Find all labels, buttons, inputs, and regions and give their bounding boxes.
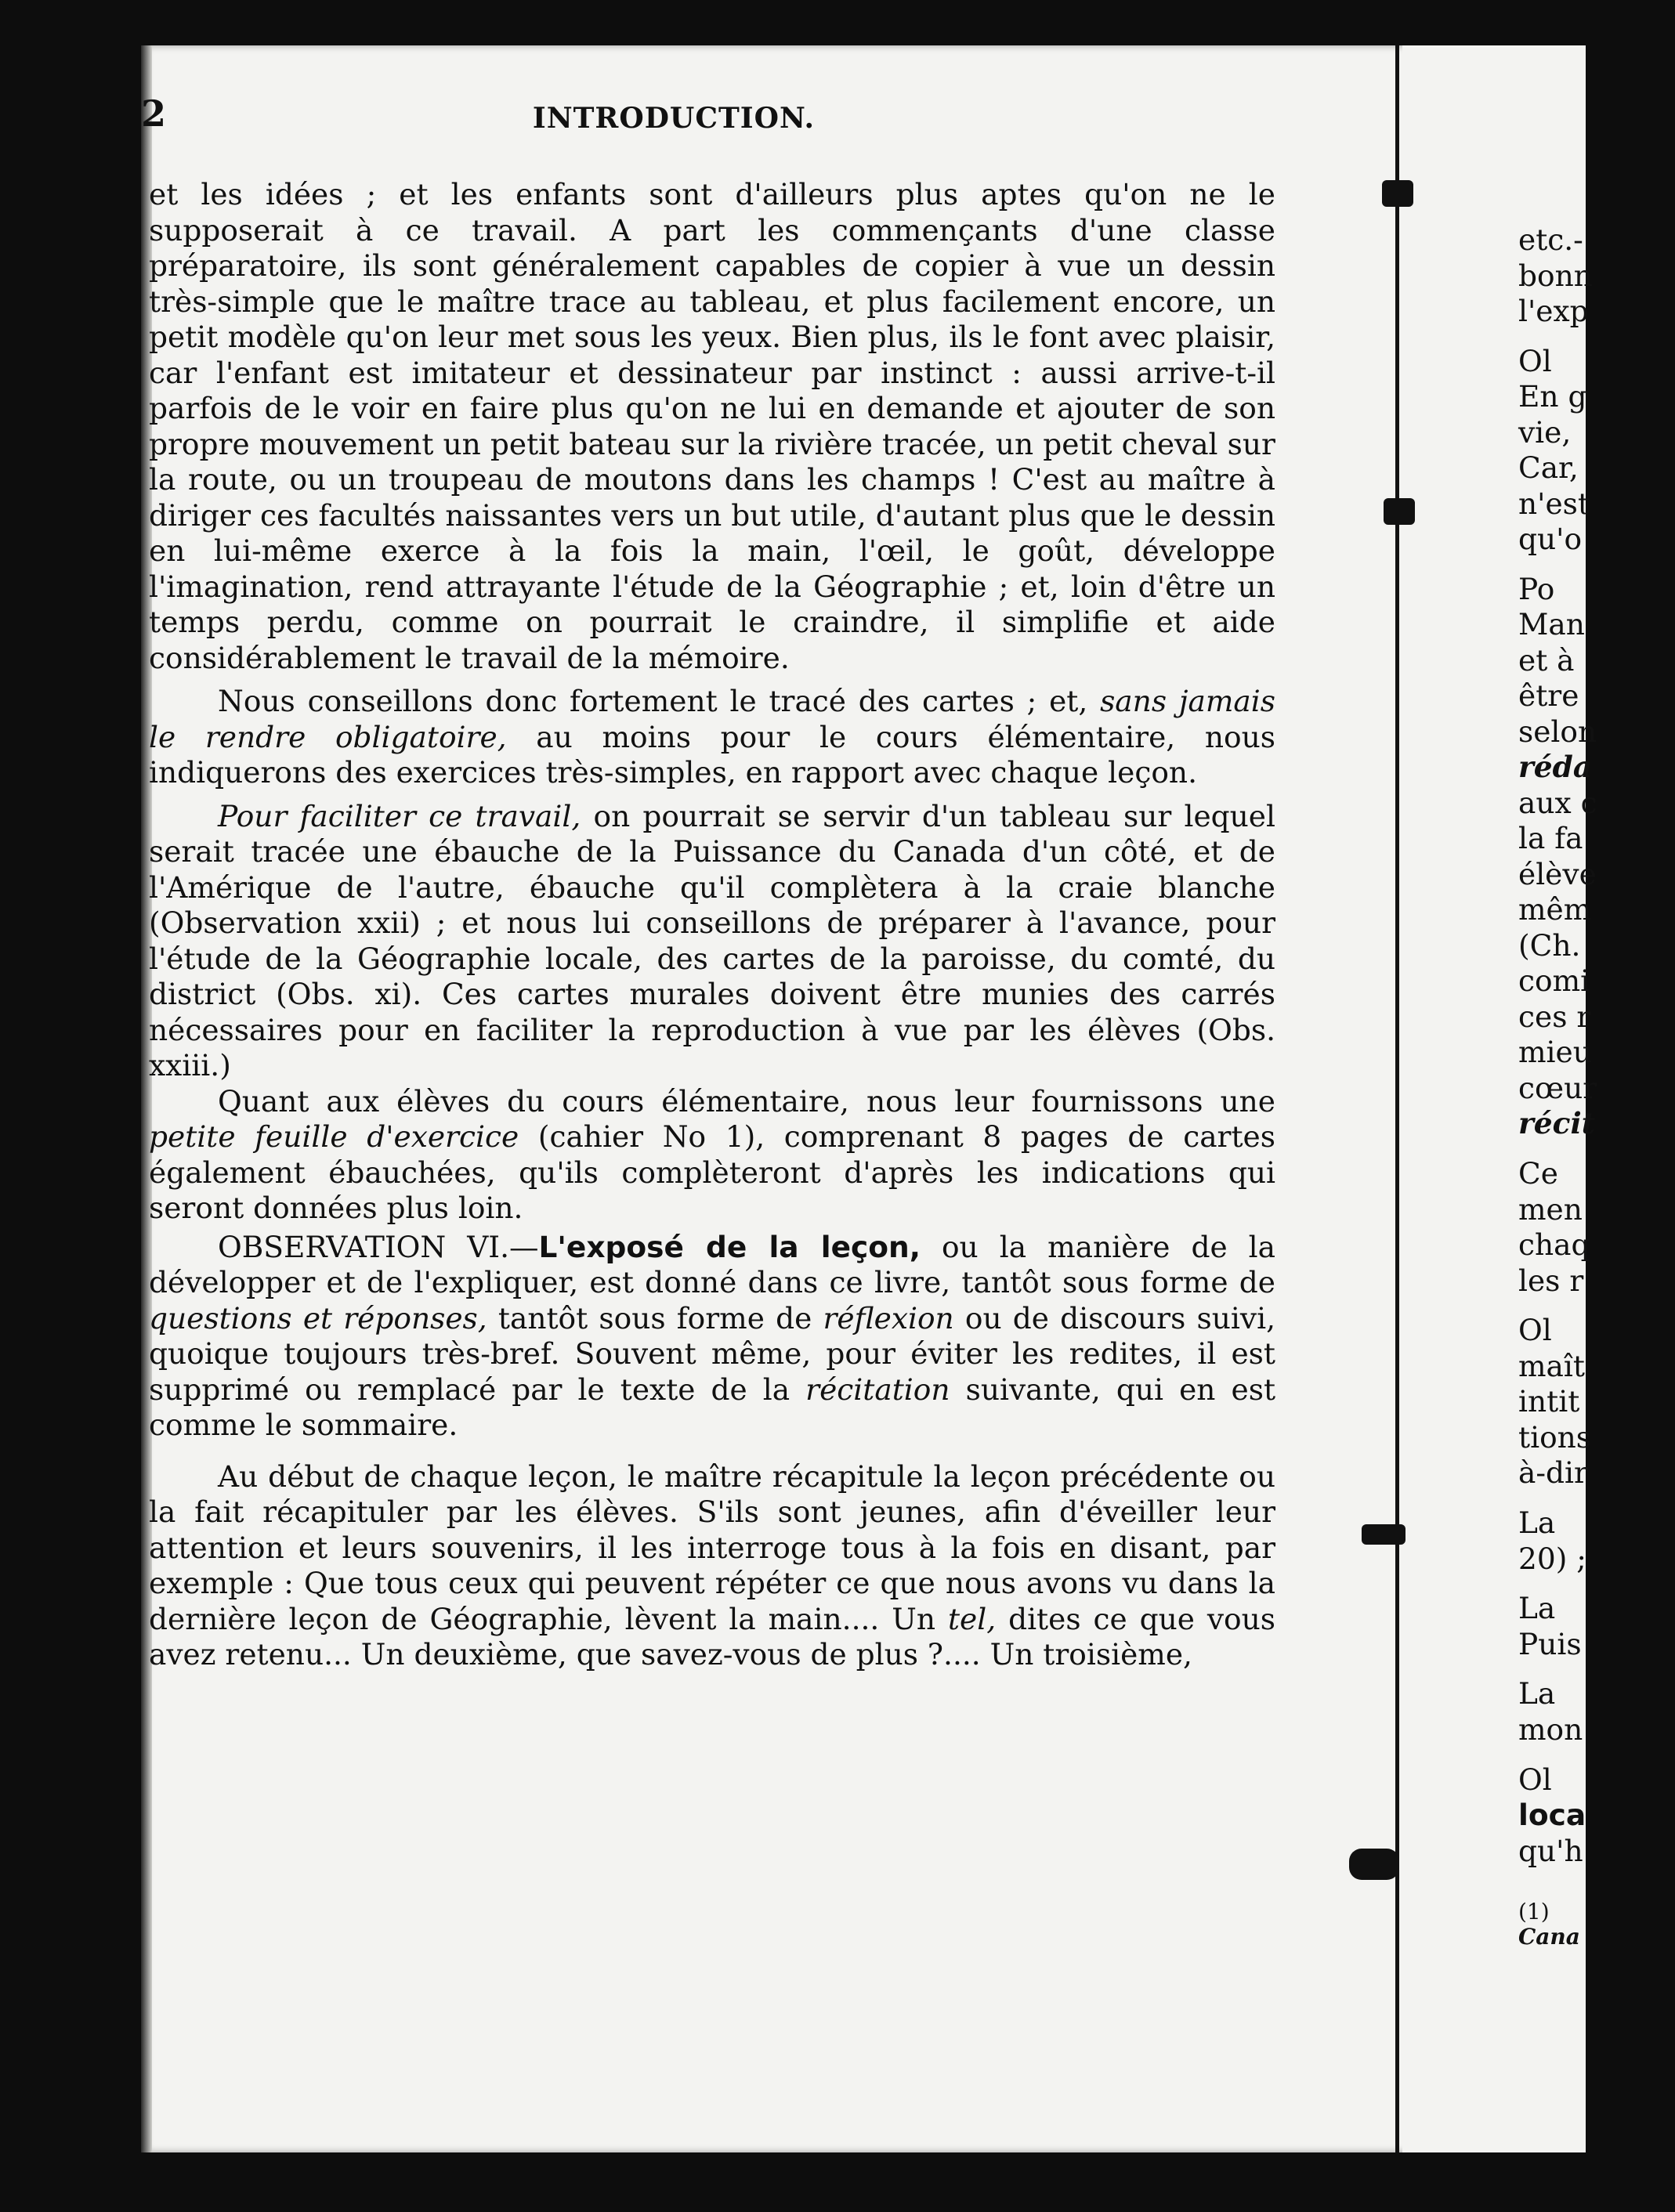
paragraph-2-text-b: au moins pour le cours élémentaire, nous indiquerons des exercices très-simples, en rapport avec chaque leçon. [149,719,1275,790]
next-page-line: La [1518,1505,1556,1540]
next-page-line: Puis [1518,1626,1582,1661]
next-page-line: mon [1518,1711,1583,1747]
next-page-line: etc.- [1518,222,1583,257]
next-page-line: Ce [1518,1156,1558,1191]
next-page-line: Ol [1518,1313,1552,1348]
binding-stitch [1384,498,1415,525]
next-page-line: La [1518,1591,1556,1626]
next-page-line: élève [1518,856,1597,891]
next-page-line: à-dir [1518,1455,1588,1491]
next-page-line: men [1518,1191,1583,1227]
next-page-line: qu'h [1518,1833,1583,1868]
next-page-line: l'exp [1518,294,1589,328]
paragraph-6-text-b: dites ce que vous avez retenu... Un deuxième, que savez-vous de plus ?.... Un troisième, [149,1601,1276,1672]
observation-6-text-c: ou de discours suivi, quoique toujours très-bref. Souvent même, pour éviter les redites, il est supprimé ou remplacé par le texte de la [149,1300,1276,1407]
paragraph-2 [149,684,1275,791]
next-page-line: (Ch. [1518,927,1581,963]
next-page-line: n'est [1518,486,1590,521]
observation-6-text-a: ou la manière de la développer et de l'expliquer, est donné dans ce livre, tantôt sous forme de [149,1229,1275,1299]
next-page-line: les r [1518,1263,1584,1298]
next-page-line: aux c [1518,785,1597,820]
next-page-line: 20) ; [1518,1541,1586,1576]
observation-6-italic-1: questions et réponses, [149,1300,487,1336]
binding-stitch [1382,180,1413,207]
observation-6-label: OBSERVATION VI.— [218,1229,539,1264]
paragraph-3-text: on pourrait se servir d'un tableau sur lequel serait tracée une ébauche de la Puissance du Canada d'un côté, et de l'Amérique de l'autre, ébauche qu'il complètera à la craie blanche (Observation xxii) ; et nous lui conseillons de préparer à l'avance, pour l'étude de la Géographie locale, des cartes de la paroisse, du comté, du district (Obs. xi). Ces cartes murales doivent être munies des carrés nécessaires pour en faciliter la reproduction à vue par les élèves (Obs. xxiii.) [149,798,1275,1083]
next-page-line: Man [1518,607,1585,642]
observation-6-italic-2: réflexion [823,1300,954,1336]
next-page-line: Ol [1518,1762,1552,1797]
observation-6-italic-3: récitation [805,1372,950,1407]
next-page-line: comi [1518,963,1590,999]
next-page-line: être [1518,678,1579,714]
book-binding [1395,45,1399,2152]
paragraph-2-italic: sans jamais le rendre obligatoire, [149,684,1275,754]
next-page-line: intit [1518,1384,1580,1419]
next-page-line: loca [1518,1798,1586,1833]
next-page-line: mêm [1518,892,1592,927]
next-page-line: récit [1518,1106,1596,1141]
running-header: INTRODUCTION. [532,102,816,135]
next-page-line: qu'o [1518,522,1583,557]
next-page-line: chaq [1518,1227,1590,1263]
next-page-sliver [1402,45,1597,2152]
paragraph-4 [149,1084,1275,1227]
next-page-line: (1) [1518,1898,1550,1925]
paragraph-1: et les idées ; et les enfants sont d'ailleurs plus aptes qu'on ne le supposerait à ce travail. A part les commençants d'une classe préparatoire, ils sont généralement capables de copier à vue un dessin très-simple que le maître trace au tableau, et plus facilement encore, un petit modèle qu'on leur met sous les yeux. Bien plus, ils le font avec plaisir, car l'enfant est imitateur et dessinateur par instinct : aussi arrive-t-il parfois de le voir en faire plus qu'on ne lui en demande et ajouter de son propre mouvement un petit bateau sur la rivière tracée, un petit cheval sur la route, ou un troupeau de moutons dans les champs ! C'est au maître à diriger ces facultés naissantes vers un but utile, d'autant plus que le dessin en lui-même exerce à la fois la main, l'œil, le goût, développe l'imagination, rend attrayante l'étude de la Géographie ; et, loin d'être un temps perdu, comme on pourrait le craindre, il simplifie et aide considérablement le travail de la mémoire. [149,177,1275,675]
next-page-line: réda [1518,750,1593,785]
paragraph-2-text-a: Nous conseillons donc fortement le tracé des cartes ; et, [218,684,1088,718]
next-page-line: vie, [1518,414,1572,450]
paragraph-6-italic: tel, [947,1601,997,1636]
next-page-line: et à [1518,642,1575,678]
next-page-line: La [1518,1676,1556,1711]
next-page-line: bonn [1518,258,1593,293]
binding-stitch [1349,1849,1399,1880]
observation-6-paragraph [149,1230,1275,1444]
paragraph-6 [149,1459,1275,1673]
observation-6-title: L'exposé de la leçon, [538,1229,921,1264]
next-page-line: En g [1518,379,1587,414]
page-body [149,177,1275,1673]
next-page-line: ces r [1518,999,1591,1034]
paragraph-6-text-a: Au début de chaque leçon, le maître récapitule la leçon précédente ou la fait récapituler par les élèves. S'ils sont jeunes, afin d'éveiller leur attention et leurs souvenirs, il les interroge tous à la fois en disant, par exemple : Que tous ceux qui peuvent répéter ce que nous avons vu dans la dernière leçon de Géographie, lèvent la main.... Un [149,1458,1275,1636]
binding-stitch [1362,1524,1405,1545]
observation-6-text-b: tantôt sous forme de [497,1300,812,1336]
page-number: 2 [141,92,167,135]
next-page-line: Cana [1518,1923,1580,1950]
paragraph-3 [149,799,1275,1084]
next-page-line: selon [1518,714,1597,749]
paragraph-3-italic: Pour faciliter ce travail, [218,798,581,833]
next-page-line: Car, [1518,450,1579,486]
next-page-line: la fa [1518,821,1583,856]
next-page-line: tions [1518,1419,1592,1455]
next-page-line: Ol [1518,343,1552,378]
next-page-line: mieu [1518,1035,1592,1070]
paragraph-4-text-a: Quant aux élèves du cours élémentaire, nous leur fournissons une [218,1083,1275,1119]
paragraph-4-italic: petite feuille d'exercice [149,1119,519,1154]
observation-6-text-d: suivante, qui en est comme le sommaire. [149,1372,1276,1442]
next-page-line: cœur [1518,1070,1597,1105]
paragraph-4-text-b: (cahier No 1), comprenant 8 pages de cartes également ébauchées, qu'ils complèteront d'après les indications qui seront données plus loin. [149,1119,1275,1225]
next-page-line: maît [1518,1348,1585,1383]
next-page-line: Po [1518,571,1555,606]
